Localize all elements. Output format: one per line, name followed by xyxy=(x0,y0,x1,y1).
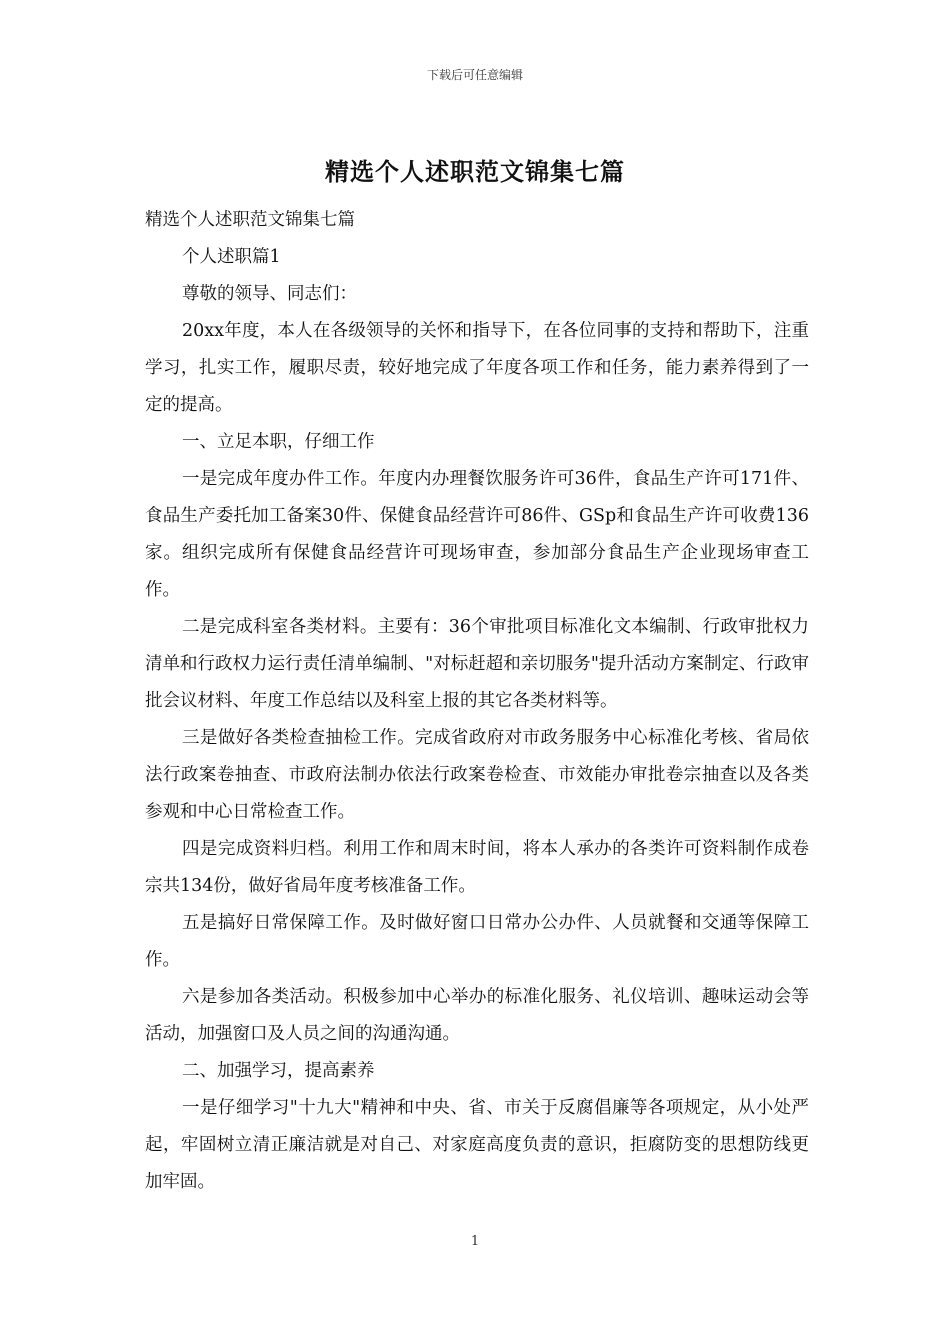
body-subtitle: 精选个人述职范文锦集七篇 xyxy=(145,210,355,230)
section-heading: 二、加强学习，提高素养 xyxy=(182,1061,375,1081)
page-number: 1 xyxy=(470,1234,480,1249)
body-paragraph: 一是仔细学习"十九大"精神和中央、省、市关于反腐倡廉等各项规定，从小处严起，牢固树立清正廉洁就是对自己、对家庭高度负责的意识，拒腐防变的思想防线更加牢固。 xyxy=(145,1098,809,1192)
header-note: 下载后可任意编辑 xyxy=(426,68,523,82)
body-paragraph: 六是参加各类活动。积极参加中心举办的标准化服务、礼仪培训、趣味运动会等活动，加强窗口及人员之间的沟通沟通。 xyxy=(145,987,809,1044)
body-paragraph: 五是搞好日常保障工作。及时做好窗口日常办公办件、人员就餐和交通等保障工作。 xyxy=(145,913,809,970)
body-paragraph: 四是完成资料归档。利用工作和周末时间，将本人承办的各类许可资料制作成卷宗共134份，做好省局年度考核准备工作。 xyxy=(145,839,809,896)
body-paragraph: 三是做好各类检查抽检工作。完成省政府对市政务服务中心标准化考核、省局依法行政案卷抽查、市政府法制办依法行政案卷检查、市效能办审批卷宗抽查以及各类参观和中心日常检查工作。 xyxy=(145,728,809,822)
section-heading: 个人述职篇1 xyxy=(182,247,281,267)
body-paragraph: 二是完成科室各类材料。主要有：36个审批项目标准化文本编制、行政审批权力清单和行政权力运行责任清单编制、"对标赶超和亲切服务"提升活动方案制定、行政审批会议材料、年度工作总结以及科室上报的其它各类材料等。 xyxy=(145,617,809,711)
section-heading: 一、立足本职，仔细工作 xyxy=(182,432,375,452)
document-title: 精选个人述职范文锦集七篇 xyxy=(325,157,625,186)
document-body xyxy=(145,202,809,1201)
body-paragraph: 一是完成年度办件工作。年度内办理餐饮服务许可36件，食品生产许可171件、食品生产委托加工备案30件、保健食品经营许可86件、GSp和食品生产许可收费136家。组织完成所有保健食品经营许可现场审查，参加部分食品生产企业现场审查工作。 xyxy=(145,469,809,600)
body-paragraph: 20xx年度，本人在各级领导的关怀和指导下，在各位同事的支持和帮助下，注重学习，扎实工作，履职尽责，较好地完成了年度各项工作和任务，能力素养得到了一定的提高。 xyxy=(145,321,809,415)
salutation: 尊敬的领导、同志们： xyxy=(182,284,357,304)
